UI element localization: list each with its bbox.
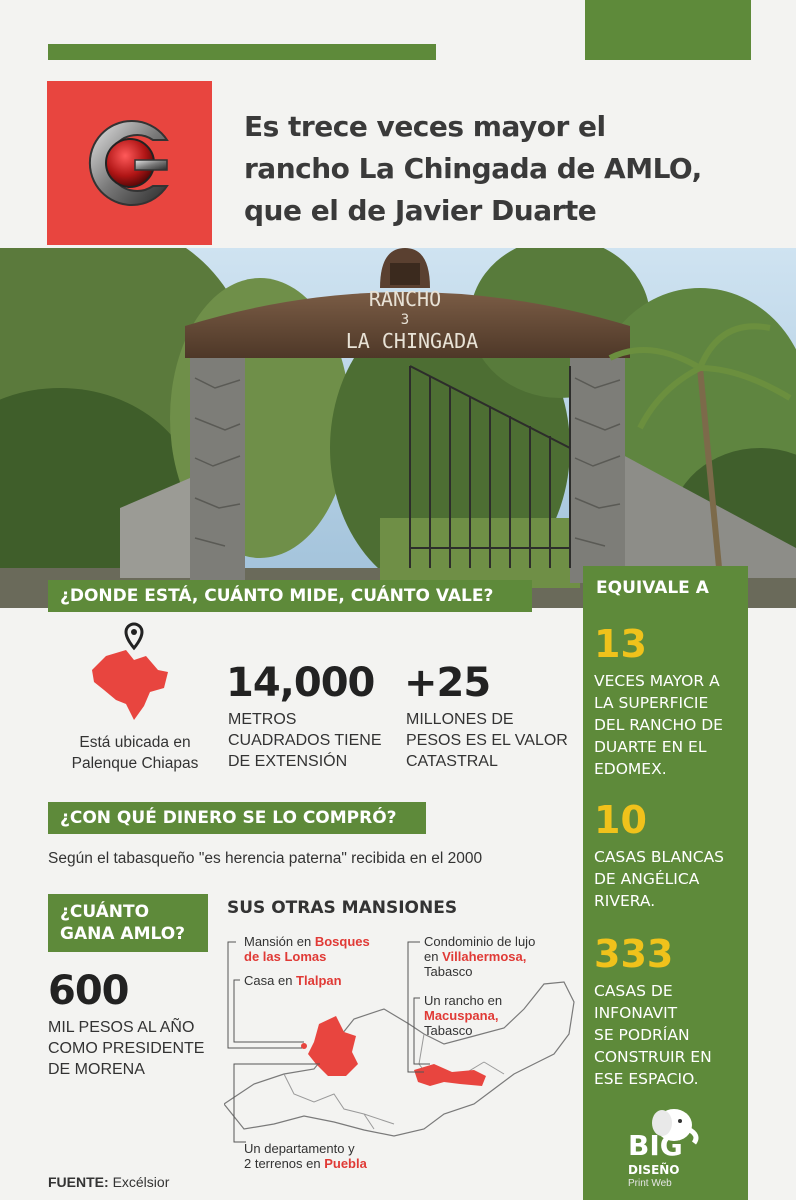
mansion-puebla-label: [244, 1141, 367, 1171]
equivale-number-1: 13: [594, 622, 647, 666]
brand-big: BIG: [628, 1129, 683, 1162]
sign-text-number: 3: [400, 312, 410, 328]
brand-diseno: DISEÑO: [628, 1163, 680, 1177]
salary-text: [48, 1017, 204, 1080]
mansion-tlalpan-prefix: Casa en: [244, 973, 297, 988]
money-text: Según el tabasqueño "es herencia paterna" recibida en el 2000: [48, 850, 483, 867]
headline-line-1: Es trece veces mayor el: [244, 110, 606, 143]
mansions-title: SUS OTRAS MANSIONES: [227, 898, 458, 918]
value-line: MILLONES DE: [406, 711, 514, 728]
logo-g-icon: [75, 108, 185, 218]
mansion-villahermosa-bold: Villahermosa: [442, 949, 523, 964]
mansion-macuspana-state: Tabasco: [424, 1023, 473, 1038]
equivale-title: EQUIVALE A: [596, 578, 709, 598]
logo: [47, 81, 212, 245]
value-text: [406, 709, 568, 772]
area-line: DE EXTENSIÓN: [228, 753, 348, 770]
mansion-villahermosa-line: Condominio de lujo: [424, 934, 536, 949]
source-value: Excélsior: [112, 1174, 170, 1190]
equivale-3-line: CASAS DE: [594, 982, 673, 1000]
headline-line-2: rancho La Chingada de AMLO,: [244, 152, 702, 185]
mansion-bosques-bold: Bosques: [314, 934, 370, 949]
equivale-1-line: LA SUPERFICIE: [594, 694, 709, 712]
salary-line: DE MORENA: [48, 1061, 145, 1078]
mansion-villahermosa-label: [424, 934, 535, 979]
money-section-bar: [48, 802, 426, 834]
area-line: METROS: [228, 711, 297, 728]
where-section-title: ¿DONDE ESTÁ, CUÁNTO MIDE, CUÁNTO VALE?: [60, 586, 494, 606]
equivale-2-line: CASAS BLANCAS: [594, 848, 725, 866]
equivale-text-2: [594, 846, 744, 912]
area-value: 14,000: [226, 660, 375, 706]
location-text: [60, 732, 210, 774]
salary-value: 600: [48, 968, 129, 1014]
salary-line: MIL PESOS AL AÑO: [48, 1019, 195, 1036]
equivale-text-3: [594, 980, 744, 1090]
mansion-macuspana-line: Un rancho en: [424, 993, 503, 1008]
sign-text-rancho: RANCHO: [368, 287, 442, 311]
where-section-bar: [48, 580, 532, 612]
value-line: PESOS ES EL VALOR: [406, 732, 568, 749]
mansion-bosques-bold-2: de las Lomas: [244, 949, 327, 964]
ranch-gate-photo: [0, 248, 796, 608]
top-right-green-block: [585, 0, 751, 60]
sign-text-la-chingada: LA CHINGADA: [345, 329, 479, 353]
equivale-1-line: DEL RANCHO DE: [594, 716, 723, 734]
chiapas-state-shape: [92, 650, 168, 720]
equivale-number-3: 333: [594, 932, 674, 976]
headline-line-3: que el de Javier Duarte: [244, 194, 597, 227]
value-line: CATASTRAL: [406, 753, 498, 770]
big-diseno-logo: [622, 1105, 722, 1195]
equivale-number-2: 10: [594, 798, 647, 842]
location-pin-icon: [126, 624, 142, 648]
value-amount: +25: [404, 660, 491, 706]
area-text: [228, 709, 382, 772]
mansion-puebla-prefix: 2 terrenos en: [244, 1156, 325, 1171]
earn-title-line-1: ¿CUÁNTO: [60, 902, 150, 922]
mansion-bosques-prefix: Mansión en: [244, 934, 315, 949]
mansion-puebla-bold: Puebla: [324, 1156, 367, 1171]
equivale-2-line: DE ANGÉLICA: [594, 870, 700, 888]
equivale-3-line: SE PODRÍAN: [594, 1026, 690, 1044]
equivale-1-line: DUARTE EN EL: [594, 738, 707, 756]
top-green-bar: [48, 44, 436, 60]
headline: [244, 106, 784, 232]
equivale-text-1: [594, 670, 744, 780]
equivale-1-line: VECES MAYOR A: [594, 672, 720, 690]
mansion-puebla-line: Un departamento y: [244, 1141, 355, 1156]
equivale-3-line: ESE ESPACIO.: [594, 1070, 699, 1088]
brand-printweb: Print Web: [628, 1178, 672, 1189]
salary-line: COMO PRESIDENTE: [48, 1040, 205, 1057]
earn-section-bar: [48, 894, 208, 952]
location-line-2: Palenque Chiapas: [71, 755, 199, 772]
earn-title-line-2: GANA AMLO?: [60, 924, 186, 944]
mansion-villahermosa-state: Tabasco: [424, 964, 473, 979]
mansion-villahermosa-prefix: en: [424, 949, 443, 964]
location-map: [86, 620, 176, 730]
mansion-tlalpan-label: [244, 973, 342, 988]
source: [48, 1174, 169, 1190]
equivale-2-line: RIVERA.: [594, 892, 656, 910]
equivale-1-line: EDOMEX.: [594, 760, 667, 778]
mansion-macuspana-comma: ,: [494, 1008, 499, 1023]
area-line: CUADRADOS TIENE: [228, 732, 382, 749]
mansion-macuspana-bold: Macuspana: [424, 1008, 495, 1023]
location-line-1: Está ubicada en: [79, 734, 191, 751]
source-label: FUENTE:: [48, 1174, 109, 1190]
mansion-villahermosa-comma: ,: [522, 949, 527, 964]
mansion-bosques-label: [244, 934, 370, 964]
money-section-title: ¿CON QUÉ DINERO SE LO COMPRÓ?: [60, 808, 397, 828]
equivale-3-line: INFONAVIT: [594, 1004, 678, 1022]
mansion-macuspana-label: [424, 993, 502, 1038]
mansion-tlalpan-bold: Tlalpan: [296, 973, 342, 988]
equivale-3-line: CONSTRUIR EN: [594, 1048, 712, 1066]
